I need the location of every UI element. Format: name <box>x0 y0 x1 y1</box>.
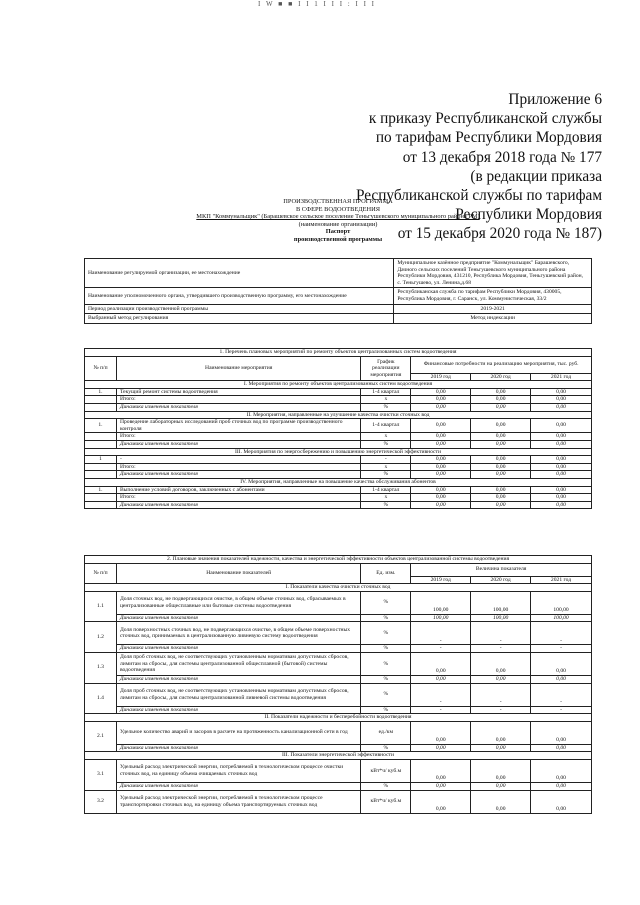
dynamics-label: Динамика изменения показателя <box>116 706 360 714</box>
dynamics-value: 0,00 <box>411 744 471 752</box>
measure-row <box>85 486 592 494</box>
appendix-line: по тарифам Республики Мордовия <box>375 129 602 147</box>
indicator-value: 0,00 <box>471 721 531 744</box>
indicator-value: 0,00 <box>471 759 531 782</box>
finance-value: 0,00 <box>471 463 531 471</box>
passport-row <box>85 259 592 288</box>
row-number <box>85 403 117 411</box>
scan-mark: I W ■ ■ I I 1 I I I : I I I <box>258 0 376 8</box>
measure-schedule: x <box>361 396 411 404</box>
year-header: 2019 год <box>411 373 471 381</box>
appendix-line: (в редакции приказа <box>470 167 602 185</box>
passport-label: Наименование уполномоченного органа, утвердившего производственную программу, его местонахождение <box>85 288 394 304</box>
dynamics-unit: % <box>361 645 411 653</box>
indicator-unit: % <box>361 622 411 645</box>
year-header: 2020 год <box>471 576 531 584</box>
measure-schedule: % <box>361 403 411 411</box>
row-number: 1.4 <box>85 683 117 714</box>
col-schedule-header: График реализации мероприятия <box>361 356 411 381</box>
indicator-value: 100,00 <box>411 591 471 614</box>
section-title: IV. Мероприятия, направленные на повышение качества обслуживания абонентов <box>85 478 592 486</box>
col-finance-header: Финансовые потребности на реализацию мероприятия, тыс. руб. <box>411 356 592 373</box>
finance-value: 0,00 <box>531 388 592 396</box>
passport-label: Наименование регулируемой организации, ее местонахождение <box>85 259 394 288</box>
indicator-value: 0,00 <box>471 790 531 813</box>
measure-row <box>85 396 592 404</box>
row-number <box>85 433 117 441</box>
measure-schedule: x <box>361 494 411 502</box>
indicators-table <box>84 555 592 814</box>
section-title: III. Показатели энергетической эффективности <box>85 752 592 760</box>
finance-value: 0,00 <box>411 494 471 502</box>
finance-value: 0,00 <box>411 388 471 396</box>
dynamics-unit: % <box>361 675 411 683</box>
finance-value: 0,00 <box>471 486 531 494</box>
finance-value: 0,00 <box>471 440 531 448</box>
measure-schedule: 1-4 квартал <box>361 388 411 396</box>
appendix-line: Республики Мордовия <box>455 206 602 224</box>
dynamics-unit: % <box>361 782 411 790</box>
dynamics-value: 0,00 <box>471 675 531 683</box>
dynamics-row <box>85 645 592 653</box>
finance-value: 0,00 <box>411 501 471 509</box>
dynamics-label: Динамика изменения показателя <box>116 782 360 790</box>
row-number: 1.3 <box>85 652 117 683</box>
section-title-row <box>85 714 592 722</box>
dynamics-unit: % <box>361 614 411 622</box>
appendix-line: к приказу Республиканской службы <box>368 110 602 128</box>
dynamics-value: - <box>531 706 592 714</box>
dynamics-value: 0,00 <box>471 744 531 752</box>
indicator-value: 0,00 <box>411 790 471 813</box>
finance-value: 0,00 <box>531 396 592 404</box>
row-number: 1.1 <box>85 591 117 622</box>
indicator-value: 100,00 <box>531 591 592 614</box>
indicator-unit: % <box>361 591 411 614</box>
row-number: 3.1 <box>85 759 117 790</box>
dynamics-value: - <box>471 706 531 714</box>
col-values-header: Величина показателя <box>411 563 592 576</box>
dynamics-unit: % <box>361 744 411 752</box>
indicator-value: - <box>531 622 592 645</box>
section-title-row <box>85 448 592 456</box>
dynamics-value: 100,00 <box>411 614 471 622</box>
finance-value: 0,00 <box>471 456 531 464</box>
section-title-row <box>85 752 592 760</box>
row-number: 3.2 <box>85 790 117 813</box>
measure-name: Проведение лабораторных исследований проб сточных вод по программе производственного контроля <box>116 419 360 433</box>
finance-value: 0,00 <box>531 494 592 502</box>
finance-value: 0,00 <box>411 440 471 448</box>
row-number: 1. <box>85 486 117 494</box>
finance-value: 0,00 <box>531 463 592 471</box>
finance-value: 0,00 <box>531 501 592 509</box>
finance-value: 0,00 <box>411 463 471 471</box>
measure-row <box>85 388 592 396</box>
part1-title-row <box>85 349 592 357</box>
measure-schedule: x <box>361 463 411 471</box>
measure-name: Итого: <box>116 463 360 471</box>
dynamics-value: 0,00 <box>411 675 471 683</box>
indicator-value: 100,00 <box>471 591 531 614</box>
dynamics-value: - <box>531 645 592 653</box>
finance-value: 0,00 <box>471 388 531 396</box>
indicator-value: - <box>411 622 471 645</box>
indicator-value: 0,00 <box>411 721 471 744</box>
year-header: 2019 год <box>411 576 471 584</box>
indicator-value: - <box>411 683 471 706</box>
row-number: 1.2 <box>85 622 117 653</box>
passport-label: Выбранный метод регулирования <box>85 314 394 324</box>
measure-name: Динамика изменения показателя <box>116 403 360 411</box>
dynamics-row <box>85 706 592 714</box>
finance-value: 0,00 <box>531 471 592 479</box>
passport-row <box>85 314 592 324</box>
finance-value: 0,00 <box>411 433 471 441</box>
dynamics-row <box>85 744 592 752</box>
passport-row <box>85 304 592 314</box>
passport-value: 2019-2021 <box>394 304 592 314</box>
dynamics-label: Динамика изменения показателя <box>116 614 360 622</box>
measure-name: - <box>116 456 360 464</box>
dynamics-value: - <box>411 645 471 653</box>
program-title-1: ПРОИЗВОДСТВЕННАЯ ПРОГРАММА <box>283 198 393 205</box>
section-title: III. Мероприятия по энергосбережению и повышению энергетической эффективности <box>85 448 592 456</box>
measure-name: Динамика изменения показателя <box>116 471 360 479</box>
finance-value: 0,00 <box>531 419 592 433</box>
finance-value: 0,00 <box>531 433 592 441</box>
finance-value: 0,00 <box>531 440 592 448</box>
indicator-row <box>85 721 592 744</box>
program-title-2: В СФЕРЕ ВОДООТВЕДЕНИЯ <box>295 205 381 213</box>
row-number: 2.1 <box>85 721 117 752</box>
part2-title: 2. Плановые значения показателей надежности, качества и энергетической эффективности объектов централизованной системы водоотведения <box>85 556 592 564</box>
finance-value: 0,00 <box>471 403 531 411</box>
measure-row <box>85 501 592 509</box>
indicator-row <box>85 591 592 614</box>
indicator-value: 0,00 <box>531 759 592 782</box>
measure-row <box>85 456 592 464</box>
appendix-line: от 15 декабря 2020 года № 187) <box>397 225 602 243</box>
finance-value: 0,00 <box>411 471 471 479</box>
indicator-unit: % <box>361 683 411 706</box>
finance-value: 0,00 <box>411 396 471 404</box>
indicator-name: Удельный расход электрической энергии, потребляемой в технологическом процессе очистки сточных вод, на единицу объема очищаемых сточных вод <box>116 759 360 782</box>
measure-name: Итого: <box>116 396 360 404</box>
year-header: 2020 год <box>471 373 531 381</box>
finance-value: 0,00 <box>531 456 592 464</box>
indicator-name: Доля проб сточных вод, не соответствующих установленным нормативам допустимых сбросов, лимитам на сбросы, для системы централизованной ливневой системы водоотведения <box>116 683 360 706</box>
section-title: II. Мероприятия, направленные на улучшение качества очистки сточных вод <box>85 411 592 419</box>
measure-schedule: % <box>361 471 411 479</box>
measure-row <box>85 403 592 411</box>
finance-value: 0,00 <box>471 471 531 479</box>
section-title: I. Показатели качества очистки сточных вод <box>85 584 592 592</box>
year-header: 2021 год <box>531 576 592 584</box>
row-number <box>85 494 117 502</box>
measure-row <box>85 494 592 502</box>
measure-name: Итого: <box>116 494 360 502</box>
finance-value: 0,00 <box>411 419 471 433</box>
measure-row <box>85 419 592 433</box>
measure-name: Итого: <box>116 433 360 441</box>
row-number: 1. <box>85 388 117 396</box>
measure-name: Текущий ремонт системы водоотведения <box>116 388 360 396</box>
row-number <box>85 463 117 471</box>
section-title-row <box>85 381 592 389</box>
measure-row <box>85 471 592 479</box>
dynamics-unit: % <box>361 706 411 714</box>
measure-row <box>85 433 592 441</box>
row-number <box>85 440 117 448</box>
indicator-name: Доля проб сточных вод, не соответствующих установленным нормативам допустимых сбросов, лимитам на сбросы, для системы централизованной общесплавной (бытовой) системы водоотведения <box>116 652 360 675</box>
passport-row <box>85 288 592 304</box>
finance-value: 0,00 <box>471 501 531 509</box>
indicator-row <box>85 683 592 706</box>
indicator-row <box>85 652 592 675</box>
passport-subtitle: производственной программы <box>293 235 383 243</box>
indicator-name: Доля сточных вод, не подвергающихся очистке, в общем объеме сточных вод, сбрасываемых в централизованные общесплавные или бытовые системы водоотведения <box>116 591 360 614</box>
indicator-value: 0,00 <box>531 721 592 744</box>
measure-schedule: - <box>361 456 411 464</box>
year-header: 2021 год <box>531 373 592 381</box>
dynamics-row <box>85 782 592 790</box>
indicator-value: - <box>531 683 592 706</box>
finance-value: 0,00 <box>471 494 531 502</box>
passport-value: Муниципальное казённое предприятие "Коммунальщик" Барашевского, Дачного сельских поселений Теньгушевского муниципального района Республики Мордовия, 431210, Республика Мордовия, Теньгушевский район, с. Теньгушево, ул. Ленина,д.68 <box>394 259 592 288</box>
indicator-name: Доля поверхностных сточных вод, не подвергающихся очистке, в общем объеме поверхностных сточных вод, принимаемых в централизованную ливневую систему водоотведения <box>116 622 360 645</box>
part2-header-row <box>85 563 592 576</box>
row-number <box>85 501 117 509</box>
finance-value: 0,00 <box>531 486 592 494</box>
indicator-unit: кВт*ч/ куб.м <box>361 790 411 813</box>
dynamics-value: 0,00 <box>471 782 531 790</box>
col-unit-header: Ед. изм. <box>361 563 411 584</box>
indicator-value: - <box>471 622 531 645</box>
indicator-value: 0,00 <box>411 652 471 675</box>
appendix-line: Приложение 6 <box>508 91 602 108</box>
finance-value: 0,00 <box>411 456 471 464</box>
finance-value: 0,00 <box>471 433 531 441</box>
indicator-row <box>85 622 592 645</box>
dynamics-value: 0,00 <box>531 744 592 752</box>
passport-label: Период реализации производственной программы <box>85 304 394 314</box>
section-title-row <box>85 584 592 592</box>
dynamics-value: - <box>471 645 531 653</box>
organization-name: МКП "Коммунальщик" (Барашевское сельское поселение Теньгушевского муниципального района РМ) <box>196 213 480 221</box>
dynamics-value: 0,00 <box>531 782 592 790</box>
measure-name: Выполнение условий договоров, заключенных с абонентами <box>116 486 360 494</box>
indicator-unit: кВт*ч/ куб.м <box>361 759 411 782</box>
appendix-line: от 13 декабря 2018 года № 177 <box>402 148 602 166</box>
measure-name: Динамика изменения показателя <box>116 501 360 509</box>
part1-title: 1. Перечень плановых мероприятий по ремонту объектов централизованных систем водоотведения <box>85 349 592 357</box>
indicator-name: Удельное количество аварий и засоров в расчете на протяженность канализационной сети в год <box>116 721 360 744</box>
row-number <box>85 396 117 404</box>
finance-value: 0,00 <box>471 396 531 404</box>
repair-measures-table <box>84 348 592 509</box>
indicator-row <box>85 790 592 813</box>
dynamics-row <box>85 675 592 683</box>
section-title: II. Показатели надежности и бесперебойности водоотведения <box>85 714 592 722</box>
measure-schedule: 1-4 квартал <box>361 419 411 433</box>
part1-header-row <box>85 356 592 373</box>
dynamics-value: 100,00 <box>471 614 531 622</box>
measure-schedule: x <box>361 433 411 441</box>
program-header <box>84 198 592 244</box>
indicator-value: 0,00 <box>471 652 531 675</box>
dynamics-label: Динамика изменения показателя <box>116 675 360 683</box>
measure-name: Динамика изменения показателя <box>116 440 360 448</box>
indicator-row <box>85 759 592 782</box>
row-number <box>85 471 117 479</box>
part2-title-row <box>85 556 592 564</box>
section-title: I. Мероприятия по ремонту объектов централизованных систем водоотведения <box>85 381 592 389</box>
col-number-header: № п/п <box>85 356 117 381</box>
finance-value: 0,00 <box>531 403 592 411</box>
dynamics-value: 0,00 <box>411 782 471 790</box>
measure-row <box>85 440 592 448</box>
indicator-value: - <box>471 683 531 706</box>
finance-value: 0,00 <box>471 419 531 433</box>
passport-title: Паспорт <box>325 228 351 236</box>
row-number: 1. <box>85 419 117 433</box>
indicator-value: 0,00 <box>531 652 592 675</box>
dynamics-label: Динамика изменения показателя <box>116 645 360 653</box>
finance-value: 0,00 <box>411 403 471 411</box>
row-number: 1 <box>85 456 117 464</box>
section-title-row <box>85 411 592 419</box>
indicator-value: 0,00 <box>411 759 471 782</box>
measure-schedule: 1-4 квартал <box>361 486 411 494</box>
measure-schedule: % <box>361 501 411 509</box>
indicator-unit: % <box>361 652 411 675</box>
dynamics-label: Динамика изменения показателя <box>116 744 360 752</box>
appendix-line: Республиканской службы по тарифам <box>355 187 602 205</box>
passport-table <box>84 258 592 324</box>
passport-value: Метод индексации <box>394 314 592 324</box>
passport-value: Республиканская служба по тарифам Республики Мордовия, 430005, Республика Мордовия, г. Саранск, ул. Коммунистическая, 33/2 <box>394 288 592 304</box>
dynamics-value: - <box>411 706 471 714</box>
measure-schedule: % <box>361 440 411 448</box>
col-name-header: Наименование мероприятия <box>116 356 360 381</box>
dynamics-value: 0,00 <box>531 675 592 683</box>
organization-caption: (наименование организации) <box>298 220 378 228</box>
measure-row <box>85 463 592 471</box>
dynamics-value: 100,00 <box>531 614 592 622</box>
finance-value: 0,00 <box>411 486 471 494</box>
section-title-row <box>85 478 592 486</box>
col-number-header: № п/п <box>85 563 117 584</box>
col-indicator-header: Наименование показателей <box>116 563 360 584</box>
indicator-unit: ед./км <box>361 721 411 744</box>
indicator-value: 0,00 <box>531 790 592 813</box>
dynamics-row <box>85 614 592 622</box>
indicator-name: Удельный расход электрической энергии, потребляемой в технологическом процессе транспортировки сточных вод, на единицу объема транспортируемых сточных вод <box>116 790 360 813</box>
